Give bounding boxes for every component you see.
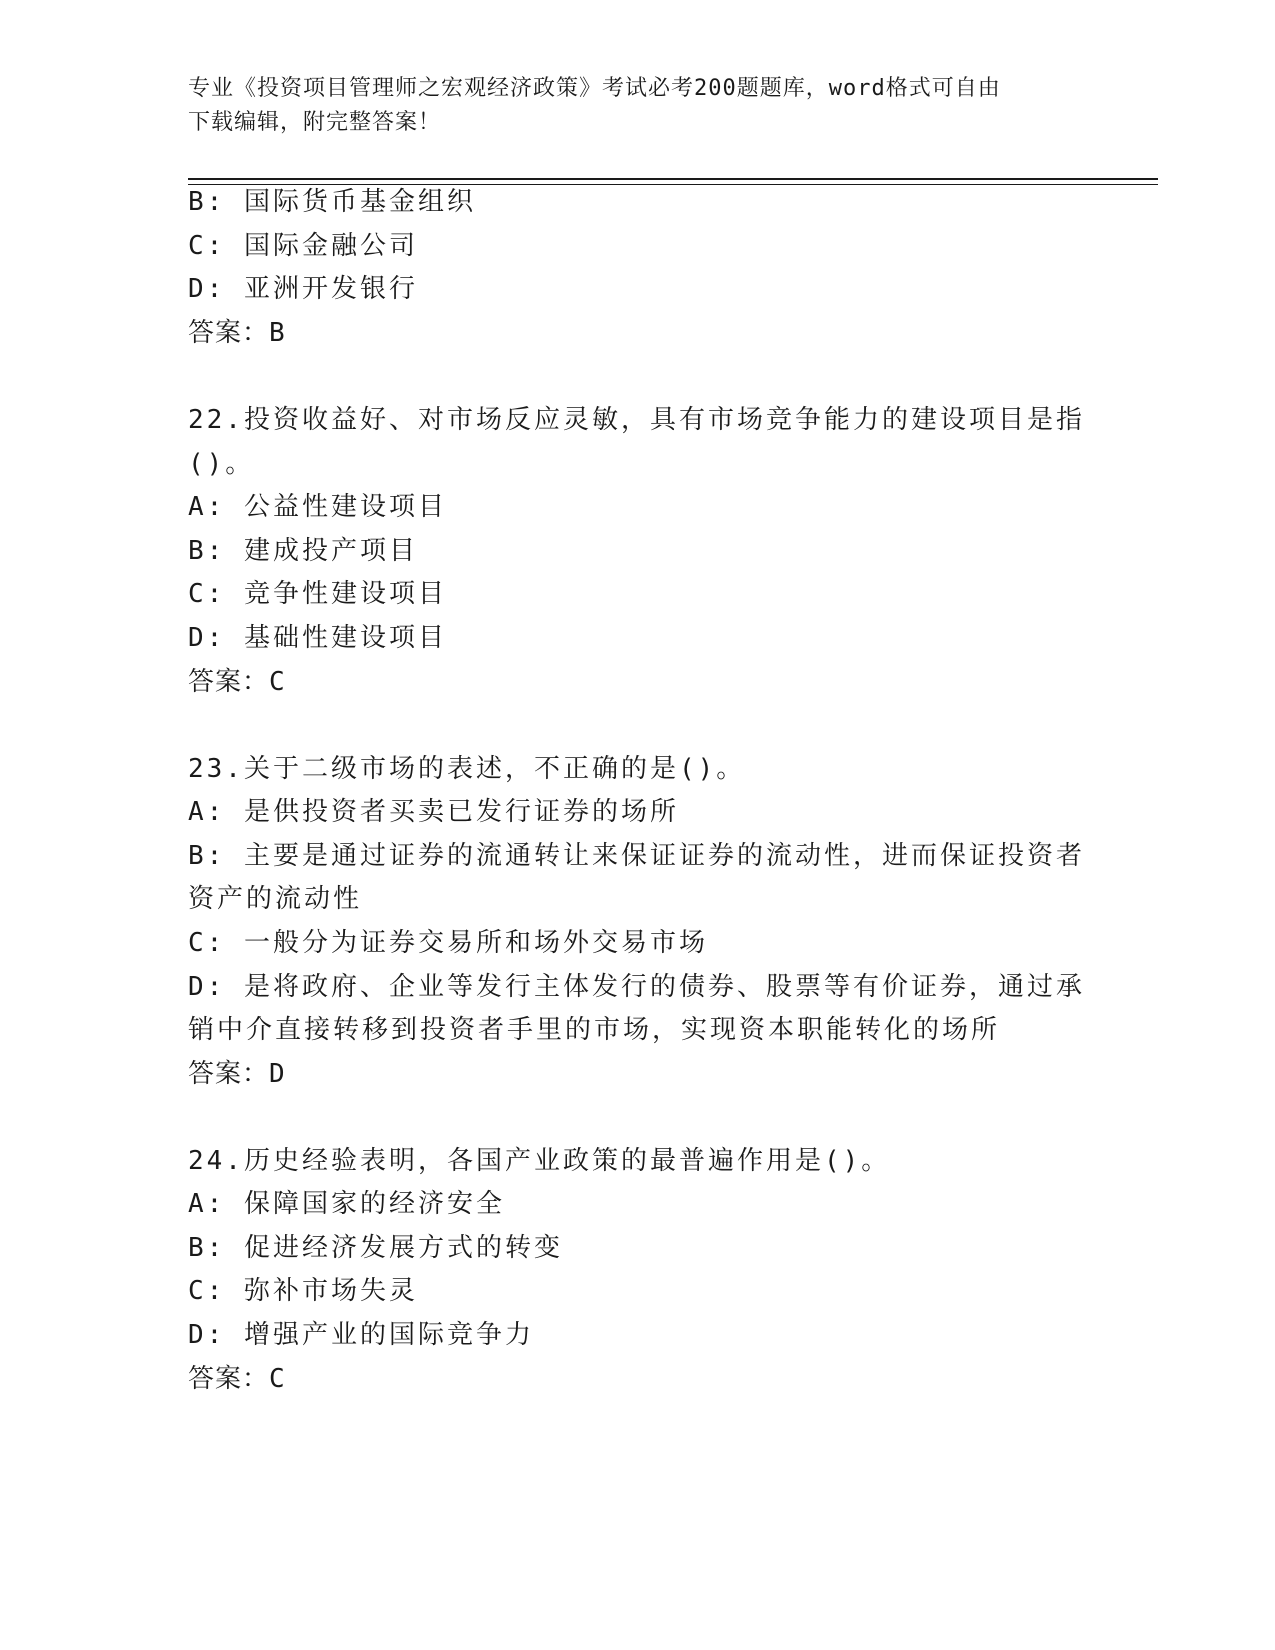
q24-answer [188,1363,1088,1395]
header-rule-thick [188,178,1158,180]
q24-option-a: A: 保障国家的经济安全 [188,1189,505,1219]
q22-stem-line-1: 22.投资收益好、对市场反应灵敏，具有市场竞争能力的建设项目是指 [188,405,1085,435]
answer-value: D [269,1059,286,1089]
answer-label: 答案： [188,1364,270,1394]
q23-option-c: C: 一般分为证券交易所和场外交易市场 [188,928,708,958]
header-rule-thin [188,184,1158,185]
answer-label: 答案： [188,667,270,697]
q23-option-b-line-2: 资产的流动性 [188,884,363,914]
q23-option-a: A: 是供投资者买卖已发行证券的场所 [188,797,679,827]
q23-option-d-line-1: D: 是将政府、企业等发行主体发行的债券、股票等有价证券，通过承 [188,972,1085,1002]
q23-stem-line-1: 23.关于二级市场的表述，不正确的是()。 [188,754,746,784]
header-line-2: 下载编辑，附完整答案！ [188,110,442,135]
q23-option-b-line-1: B: 主要是通过证券的流通转让来保证证券的流动性，进而保证投资者 [188,841,1085,871]
q23-answer [188,1058,1088,1090]
q22-answer [188,666,1088,698]
answer-label: 答案： [188,1059,270,1089]
prev-option-b: B: 国际货币基金组织 [188,187,476,217]
q23-option-d-line-2: 销中介直接转移到投资者手里的市场，实现资本职能转化的场所 [188,1015,1001,1045]
answer-value: C [269,667,286,697]
q22-option-a: A: 公益性建设项目 [188,492,447,522]
prev-option-c: C: 国际金融公司 [188,231,418,261]
answer-label: 答案： [188,318,270,348]
q22-option-c: C: 竞争性建设项目 [188,579,447,609]
answer-value: B [269,318,286,348]
q22-option-b: B: 建成投产项目 [188,536,418,566]
q24-stem-line-1: 24.历史经验表明，各国产业政策的最普遍作用是()。 [188,1146,891,1176]
document-header [188,72,1068,140]
prev-answer [188,317,1088,349]
answer-value: C [269,1364,286,1394]
q22-stem-line-2: ()。 [188,449,255,479]
prev-option-d: D: 亚洲开发银行 [188,274,418,304]
q24-option-b: B: 促进经济发展方式的转变 [188,1233,563,1263]
q24-option-c: C: 弥补市场失灵 [188,1276,418,1306]
header-line-1: 专业《投资项目管理师之宏观经济政策》考试必考200题题库，word格式可自由 [188,76,1001,101]
q24-option-d: D: 增强产业的国际竞争力 [188,1320,534,1350]
q22-option-d: D: 基础性建设项目 [188,623,447,653]
